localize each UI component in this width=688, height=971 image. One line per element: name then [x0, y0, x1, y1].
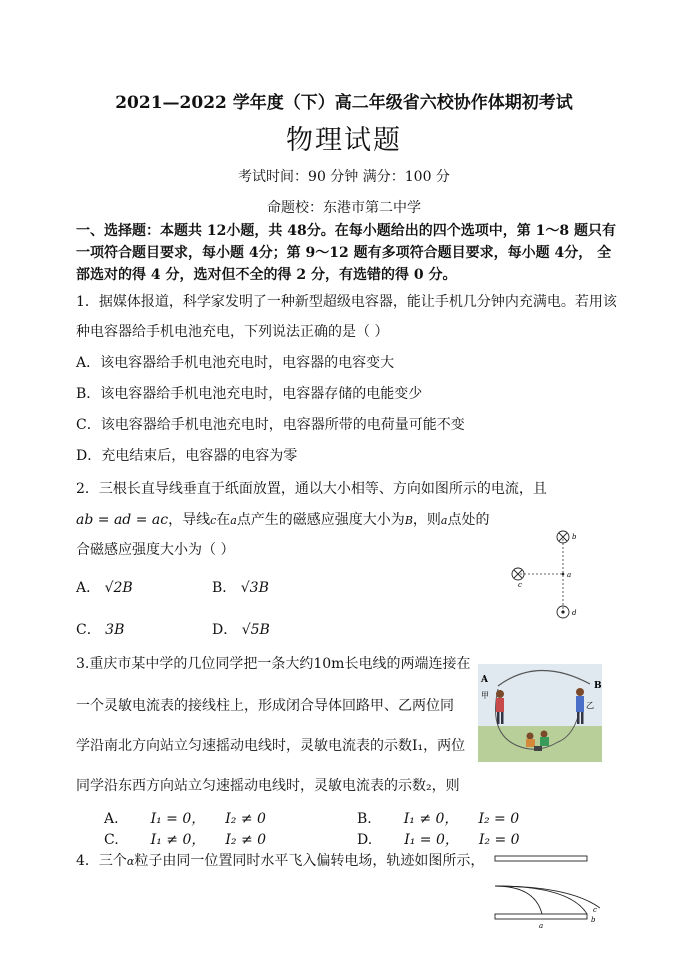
q2-stem-line2: ab = ad = ac，导线c在a点产生的磁感应强度大小为B，则a点处的: [76, 512, 490, 528]
q1-option-b: B．该电容器给手机电池充电时，电容器存储的电能变少: [76, 386, 423, 402]
q2-option-d: D． √5B: [212, 622, 270, 638]
q3-label-A: A: [481, 675, 488, 685]
q2-stem-line1: 2．三根长直导线垂直于纸面放置，通以大小相等、方向如图所示的电流，且: [76, 481, 547, 497]
q2-option-b: B． √3B: [212, 580, 269, 596]
wire-c-cross-icon: [512, 568, 524, 580]
q4-label-b: b: [591, 916, 596, 924]
q1-option-d: D．充电结束后，电容器的电容为零: [76, 448, 298, 464]
q2-wire-figure: [505, 527, 585, 622]
q1-stem-line1: 1．据媒体报道，科学家发明了一种新型超级电容器，能让手机几分钟内充满电。若用该: [76, 294, 617, 310]
subject-title: 物理试题: [286, 125, 402, 156]
q3-illustration: [478, 664, 602, 762]
section1-intro-line1: 一、选择题：本题共 12小题，共 48分。在每小题给出的四个选项中，第 1～8 题只有: [76, 223, 616, 239]
q3-label-B: B: [594, 681, 602, 691]
label-c: c: [518, 581, 522, 589]
wire-b-cross-icon: [557, 531, 569, 543]
q4-trajectory-a: [495, 886, 542, 914]
q4-stem-line1: 4．三个α粒子由同一位置同时水平飞入偏转电场，轨迹如图所示，: [76, 853, 485, 869]
q4-deflection-figure: [490, 852, 600, 932]
q1-option-a: A．该电容器给手机电池充电时，电容器的电容变大: [76, 355, 395, 371]
q2-equation: ab = ad = ac: [76, 512, 169, 528]
q3-stem-line1: 3.重庆市某中学的几位同学把一条大约10m长电线的两端连接在: [76, 656, 471, 672]
section1-intro-line3: 部选对的得 4 分，选对但不全的得 2 分，有选错的得 0 分。: [76, 267, 457, 283]
q3-option-a: A. I₁ = 0， I₂ ≠ 0: [104, 811, 266, 827]
q4-upper-plate: [495, 856, 587, 861]
q4-label-a: a: [539, 922, 544, 930]
q3-stem-line2: 一个灵敏电流表的接线柱上，形成闭合导体回路甲、乙两位同: [76, 698, 454, 714]
exam-time-info: 考试时间：90 分钟 满分：100 分: [238, 169, 450, 185]
school-info: 命题校：东港市第二中学: [267, 200, 421, 216]
point-a-icon: [562, 573, 565, 576]
q2-stem-line3: 合磁感应强度大小为（ ）: [76, 542, 235, 558]
q3-label-jia: 甲: [481, 691, 489, 700]
galvanometer-icon: [534, 746, 542, 751]
q4-trajectory-c: [495, 886, 600, 908]
section1-intro-line2: 一项符合题目要求，每小题 4分；第 9～12 题有多项符合题目要求，每小题 4分， 全: [76, 245, 612, 261]
q2-option-c: C． 3B: [76, 622, 125, 638]
label-d: d: [572, 609, 577, 617]
q3-label-yi: 乙: [586, 701, 594, 710]
q3-option-c: C. I₁ ≠ 0， I₂ ≠ 0: [104, 832, 267, 848]
label-a: a: [567, 571, 572, 579]
q3-option-d: D. I₁ = 0， I₂ = 0: [357, 832, 520, 848]
q1-option-c: C．该电容器给手机电池充电时，电容器所带的电荷量可能不变: [76, 417, 465, 433]
q1-stem-line2: 种电容器给手机电池充电，下列说法正确的是（ ）: [76, 324, 389, 340]
q3-option-b: B. I₁ ≠ 0， I₂ = 0: [357, 811, 520, 827]
q4-label-c: c: [593, 906, 597, 914]
q3-stem-line4: 同学沿东西方向站立匀速摇动电线时，灵敏电流表的示数₂，则: [76, 778, 460, 794]
q4-lower-plate: [495, 914, 587, 919]
label-b: b: [572, 533, 577, 541]
q3-stem-line3: 学沿南北方向站立匀速摇动电线时，灵敏电流表的示数I₁，两位: [76, 738, 466, 754]
exam-title: 2021—2022 学年度（下）高二年级省六校协作体期初考试: [115, 93, 573, 113]
q2-option-a: A． √2B: [76, 580, 133, 596]
